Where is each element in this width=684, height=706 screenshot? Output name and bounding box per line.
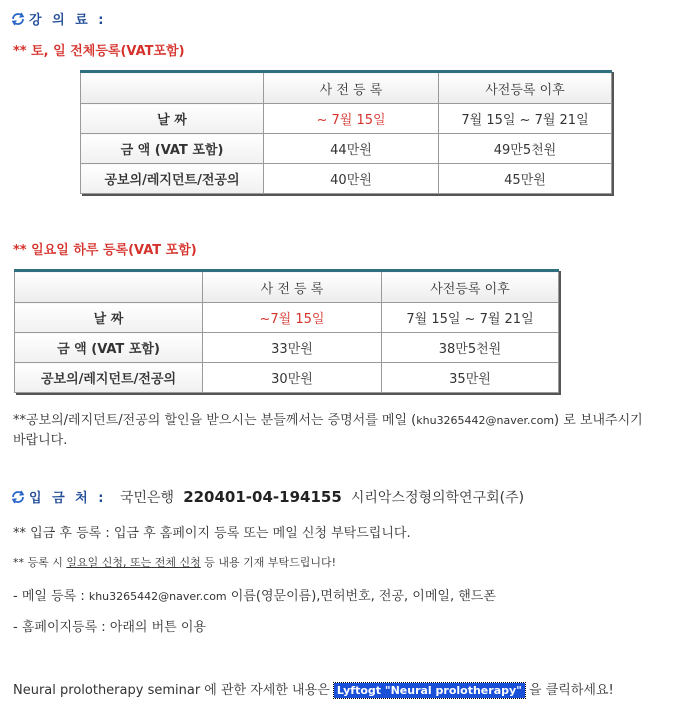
table-cell: 38만5천원: [382, 333, 559, 363]
col-header-post: 사전등록 이후: [382, 271, 559, 303]
note-text: - 메일 등록 :: [13, 589, 89, 604]
row-label: 공보의/레지던트/전공의: [81, 164, 264, 194]
neural-prolotherapy-link[interactable]: Lyftogt "Neural prolotherapy": [334, 683, 525, 698]
discount-note-line1: [13, 409, 643, 428]
table-cell: 30만원: [203, 363, 382, 393]
account-number: 220401-04-194155: [183, 488, 342, 506]
payment-title-text: 입 금 처 :: [29, 491, 107, 506]
row-label: 금 액 (VAT 포함): [81, 134, 264, 164]
account-holder: 시리악스정형의학연구회(주): [350, 490, 525, 506]
fee-section-title: [10, 9, 106, 28]
table-cell: 44만원: [264, 134, 439, 164]
table-header-row: [81, 72, 612, 104]
sunday-heading: ** 일요일 하루 등록(VAT 포함): [13, 243, 197, 258]
table-cell: 33만원: [203, 333, 382, 363]
note-underlined: 일요일 신청, 또는 전체 신청: [66, 556, 201, 569]
fee-section-title-text: 강 의 료 :: [29, 13, 107, 28]
refresh-icon: [10, 12, 26, 26]
note-email: khu3265442@naver.com: [416, 414, 555, 427]
footer-line: [13, 679, 614, 698]
table-cell: 35만원: [382, 363, 559, 393]
weekend-fee-table: [80, 70, 612, 194]
mail-registration: [13, 585, 496, 604]
mail-email: khu3265442@naver.com: [88, 590, 227, 603]
bank-name: 국민은행: [119, 490, 175, 506]
table-row: [15, 333, 559, 363]
row-label: 날 짜: [81, 104, 264, 134]
weekend-heading: ** 토, 일 전체등록(VAT포함): [13, 44, 185, 59]
row-label: 금 액 (VAT 포함): [15, 333, 203, 363]
homepage-registration: - 홈페이지등록 : 아래의 버튼 이용: [13, 620, 206, 635]
payment-note-line1: ** 입금 후 등록 : 입금 후 홈페이지 등록 또는 메일 신청 부탁드립니다.: [13, 526, 411, 541]
table-cell: 45만원: [439, 164, 612, 194]
table-row: [81, 164, 612, 194]
payment-row: [10, 487, 524, 507]
footer-text: 을 클릭하세요!: [524, 683, 614, 698]
table-corner-cell: [81, 72, 264, 104]
table-corner-cell: [15, 271, 203, 303]
note-text: 이름(영문이름),면허번호, 전공, 이메일, 핸드폰: [226, 589, 496, 604]
table-cell: 49만5천원: [439, 134, 612, 164]
table-cell: 40만원: [264, 164, 439, 194]
row-label: 공보의/레지던트/전공의: [15, 363, 203, 393]
footer-text: Neural prolotherapy seminar 에 관한 자세한 내용은: [13, 683, 334, 698]
table-row: [15, 363, 559, 393]
note-text: **공보의/레지던트/전공의 할인을 받으시는 분들께서는 증명서를 메일 (: [13, 413, 417, 428]
payment-section-title: [10, 491, 114, 506]
note-text: ** 등록 시: [13, 556, 67, 569]
col-header-post: 사전등록 이후: [439, 72, 612, 104]
row-label: 날 짜: [15, 303, 203, 333]
table-cell: ~7월 15일: [203, 303, 382, 333]
table-header-row: [15, 271, 559, 303]
table-cell: 7월 15일 ~ 7월 21일: [439, 104, 612, 134]
discount-note-line2: 바랍니다.: [13, 433, 68, 448]
payment-note-line2: [13, 554, 336, 570]
sunday-fee-table: [14, 269, 559, 393]
note-text: ) 로 보내주시기: [554, 413, 643, 428]
table-cell: 7월 15일 ~ 7월 21일: [382, 303, 559, 333]
col-header-pre: 사 전 등 록: [264, 72, 439, 104]
table-row: [15, 303, 559, 333]
refresh-icon: [10, 490, 26, 504]
table-cell: ~ 7월 15일: [264, 104, 439, 134]
note-text: 등 내용 기재 부탁드립니다!: [200, 556, 337, 569]
col-header-pre: 사 전 등 록: [203, 271, 382, 303]
table-row: [81, 104, 612, 134]
table-row: [81, 134, 612, 164]
